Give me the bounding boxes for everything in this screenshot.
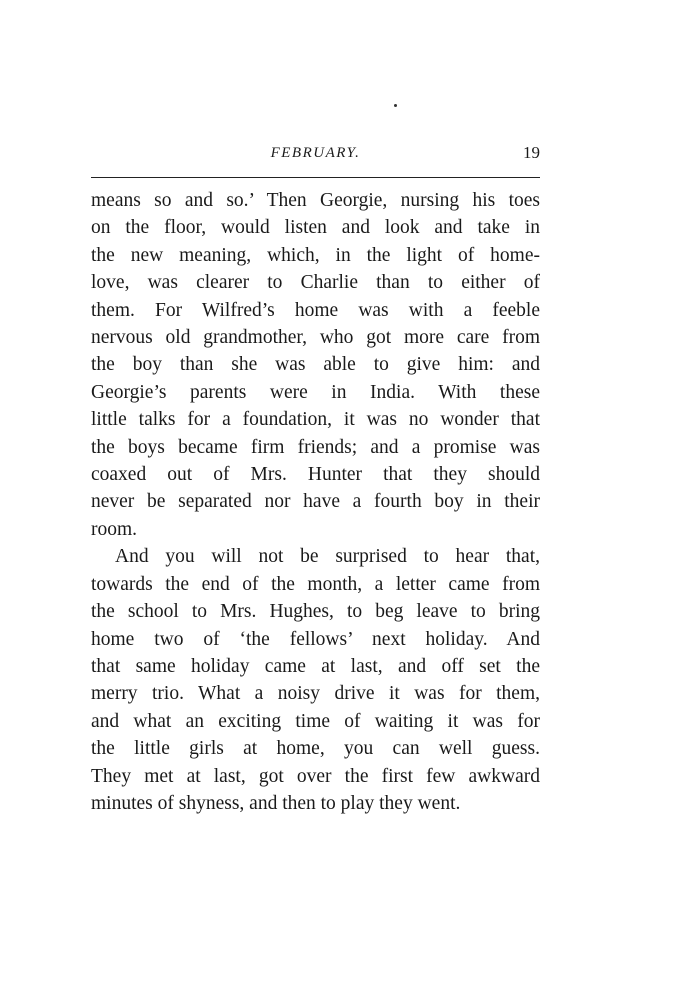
text-line: the little girls at home, you can well guess. [91,738,540,760]
text-line: room. [91,518,138,540]
text-line: minutes of shyness, and then to play they went. [91,792,461,814]
text-line: little talks for a foundation, it was no wonder that [91,409,540,431]
ink-speck [394,104,397,107]
text-line: And you will not be surprised to hear that, [115,546,540,568]
text-line: that same holiday came at last, and off set the [91,655,540,677]
text-line: the school to Mrs. Hughes, to beg leave to bring [91,601,540,623]
text-line: on the floor, would listen and look and take in [91,217,540,239]
text-line: never be separated nor have a fourth boy in their [91,491,540,513]
text-line: home two of ‘the fellows’ next holiday. And [91,628,540,650]
text-line: them. For Wilfred’s home was with a feeble [91,299,540,321]
text-line: coaxed out of Mrs. Hunter that they should [91,464,540,486]
text-line: the new meaning, which, in the light of home- [91,244,540,266]
text-line: the boys became firm friends; and a promise was [91,436,540,458]
page-number: 19 [523,143,540,162]
text-line: means so and so.’ Then Georgie, nursing his toes [91,190,540,211]
text-line: Georgie’s parents were in India. With these [91,381,540,403]
text-line: merry trio. What a noisy drive it was for them, [91,683,540,705]
text-line: towards the end of the month, a letter came from [91,573,540,595]
paragraph [91,187,540,543]
running-title: FEBRUARY. [270,145,361,161]
text-line: the boy than she was able to give him: and [91,354,540,376]
paragraph [91,543,540,817]
running-head [91,140,540,166]
body-text [91,187,540,817]
text-line: love, was clearer to Charlie than to either of [91,272,540,294]
text-line: nervous old grandmother, who got more care from [91,327,540,349]
text-line: and what an exciting time of waiting it was for [91,710,540,732]
text-line: They met at last, got over the first few awkward [91,765,540,787]
header-rule [91,177,540,178]
